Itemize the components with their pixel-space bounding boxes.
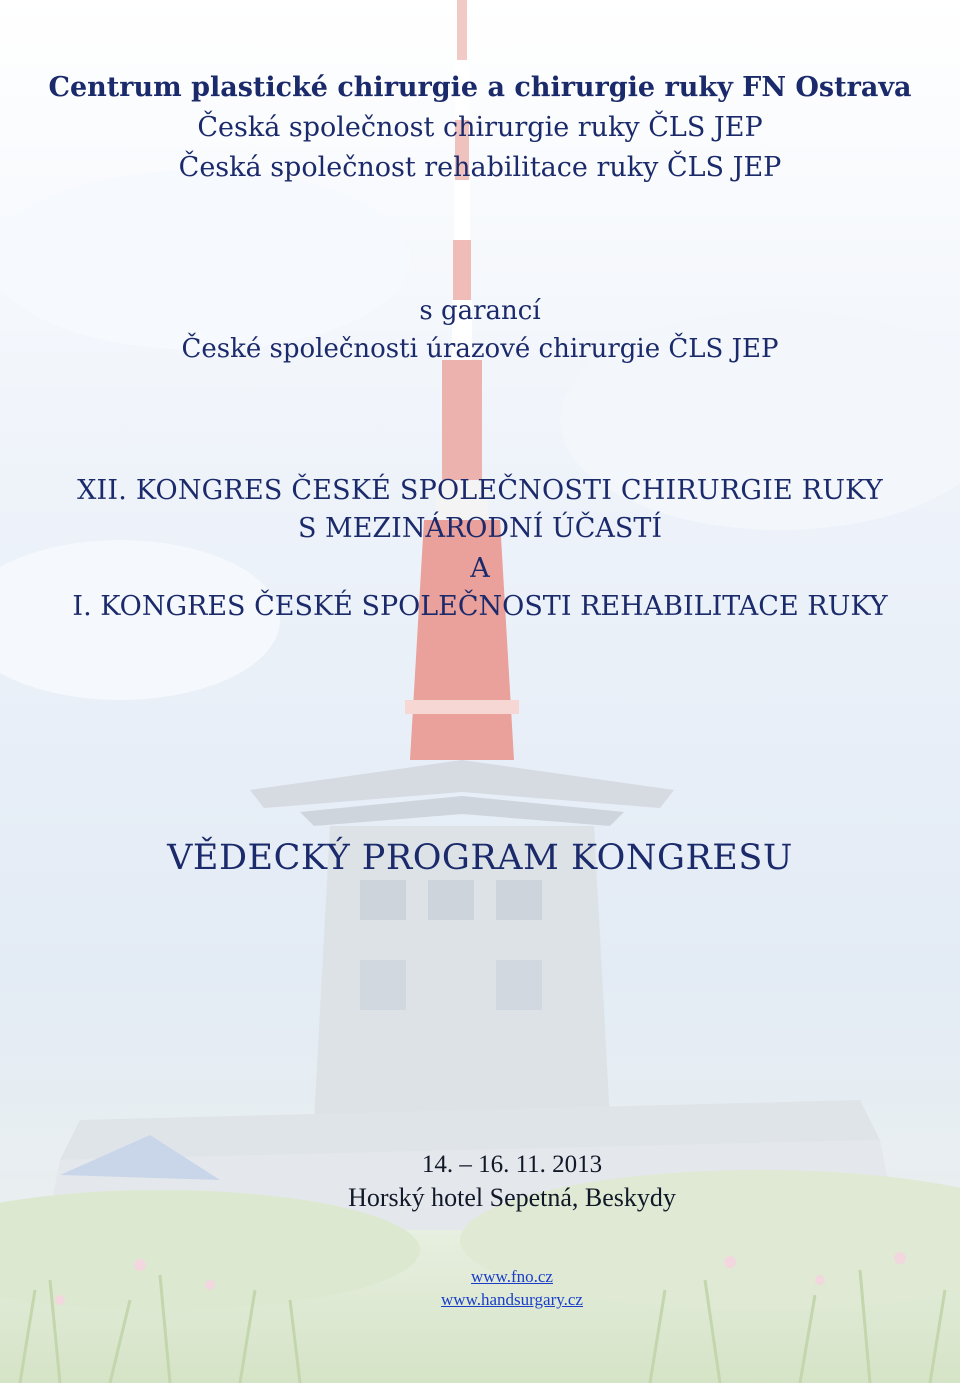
congress-title-line-4: I. KONGRES ČESKÉ SPOLEČNOSTI REHABILITACE RUKY [72,591,888,622]
website-link-handsurgary [32,1290,960,1310]
congress-title-line-2: S MEZINÁRODNÍ ÚČASTÍ [297,513,663,544]
link-handsurgary[interactable]: www.handsurgary.cz [441,1290,583,1309]
organizer-line-1: Centrum plastické chirurgie a chirurgie ruky FN Ostrava [48,72,912,103]
congress-title-line-3: A [470,553,490,584]
link-fno[interactable]: www.fno.cz [471,1267,553,1286]
event-venue: Horský hotel Sepetná, Beskydy [348,1183,676,1212]
organizer-line-2: Česká společnost chirurgie ruky ČLS JEP [197,112,763,143]
website-link-fno [32,1267,960,1287]
organizer-line-3: Česká společnost rehabilitace ruky ČLS JEP [178,152,782,183]
event-dates: 14. – 16. 11. 2013 [421,1151,603,1178]
guarantee-society: České společnosti úrazové chirurgie ČLS JEP [181,334,779,364]
program-title: VĚDECKÝ PROGRAM KONGRESU [167,838,793,878]
congress-title-line-1: XII. KONGRES ČESKÉ SPOLEČNOSTI CHIRURGIE RUKY [77,475,883,506]
guarantee-intro: s garancí [419,296,541,326]
